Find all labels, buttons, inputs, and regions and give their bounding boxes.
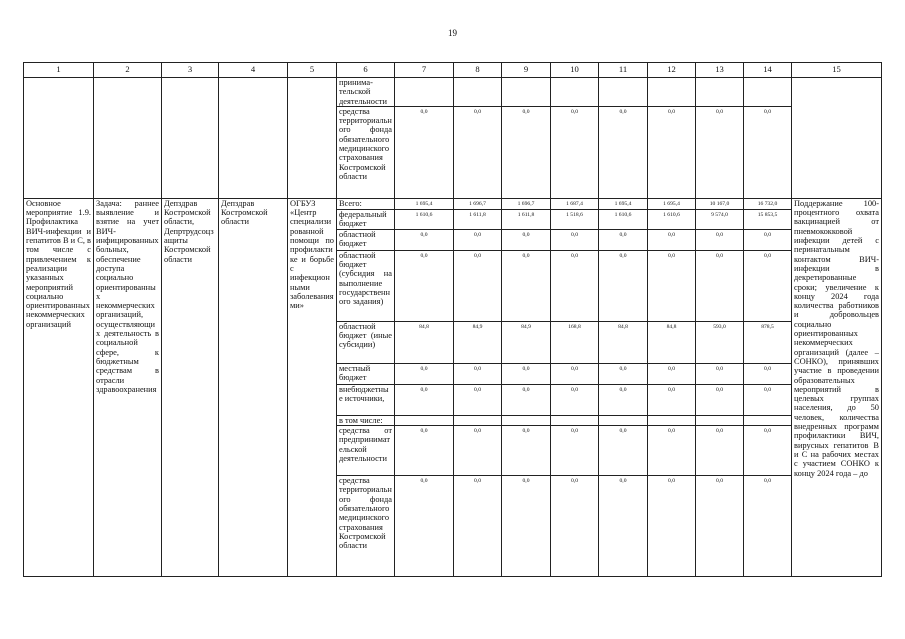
empty-cell [162,78,219,199]
value-cell: 0,0 [395,229,454,250]
value-cell: 1 610,6 [599,209,648,229]
value-cell: 84,8 [648,321,696,363]
value-cell: 84,9 [454,321,502,363]
column-number: 4 [219,63,288,78]
responsible-executor: Депздрав Костромской области, Депртрудсоцзащиты Костромской области [162,198,219,576]
value-cell: 0,0 [551,250,599,321]
value-cell: 0,0 [395,476,454,577]
value-cell: 1 695,4 [395,198,454,209]
column-number: 9 [502,63,551,78]
value-cell: 0,0 [454,250,502,321]
value-cell: 0,0 [696,384,744,415]
value-cell: 0,0 [648,476,696,577]
value-cell: 0,0 [502,106,551,198]
value-cell: 0,0 [551,106,599,198]
value-cell: 1 695,4 [648,198,696,209]
column-number: 15 [792,63,882,78]
value-cell: 0,0 [395,363,454,384]
recipient-organization: ОГБУЗ «Центр специализированной помощи по профилактике и борьбе с инфекционными заболеваниями» [288,198,337,576]
column-number: 11 [599,63,648,78]
value-cell: 0,0 [502,476,551,577]
column-number: 14 [744,63,792,78]
value-cell: 0,0 [551,363,599,384]
funding-source-label: областной бюджет (иные субсидии) [337,321,395,363]
funding-source-label: федеральный бюджет [337,209,395,229]
table-row [24,198,882,209]
value-cell: 0,0 [502,229,551,250]
funding-source-label: Всего: [337,198,395,209]
value-cell: 0,0 [696,426,744,476]
value-cell: 9 574,0 [696,209,744,229]
value-cell: 0,0 [744,250,792,321]
value-cell: 0,0 [744,363,792,384]
value-cell: 84,8 [599,321,648,363]
value-cell: 0,0 [502,250,551,321]
value-cell: 0,0 [551,384,599,415]
value-cell: 0,0 [696,476,744,577]
column-number: 8 [454,63,502,78]
column-number: 12 [648,63,696,78]
value-cell: 0,0 [454,426,502,476]
funding-source-label: средства от предпринимательской деятельности [337,426,395,476]
funding-source-label: в том числе: [337,415,395,425]
value-cell: 1 518,6 [551,209,599,229]
value-cell: 16 732,0 [744,198,792,209]
value-cell: 0,0 [744,384,792,415]
funding-source-label: местный бюджет [337,363,395,384]
value-cell: 1 696,7 [502,198,551,209]
value-cell: 1 610,6 [395,209,454,229]
value-cell: 0,0 [599,476,648,577]
column-number: 10 [551,63,599,78]
empty-cell [24,78,94,199]
value-cell: 0,0 [696,106,744,198]
value-cell: 0,0 [454,384,502,415]
value-cell: 0,0 [599,250,648,321]
value-cell: 0,0 [696,363,744,384]
funding-source-label: внебюджетные источники, [337,384,395,415]
value-cell: 0,0 [648,106,696,198]
value-cell: 0,0 [744,106,792,198]
funding-source-label: областной бюджет [337,229,395,250]
value-cell: 84,9 [502,321,551,363]
activity-task: Задача: раннее выявление и взятие на учет ВИЧ-инфицированных больных, обеспечение доступа социально ориентированных некоммерческих организаций, осуществляющих деятельность в социальной сфере, к бюджетным средствам в отрасли здравоохранения [94,198,162,576]
value-cell: 0,0 [648,229,696,250]
value-cell: 0,0 [395,384,454,415]
table-row [24,78,882,107]
value-cell: 0,0 [696,250,744,321]
value-cell: 0,0 [599,106,648,198]
value-cell: 0,0 [454,363,502,384]
value-cell: 1 695,4 [599,198,648,209]
value-cell: 0,0 [744,229,792,250]
value-cell: 593,0 [696,321,744,363]
value-cell: 10 167,0 [696,198,744,209]
value-cell: 0,0 [502,384,551,415]
funding-source-label: средства территориального фонда обязательного медицинского страхования Костромской области [337,106,395,198]
column-number: 2 [94,63,162,78]
value-cell: 0,0 [454,476,502,577]
column-number: 6 [337,63,395,78]
column-numbers-row [24,63,882,78]
empty-cell [219,78,288,199]
value-cell: 1 687,4 [551,198,599,209]
value-cell: 0,0 [395,426,454,476]
value-cell: 0,0 [551,476,599,577]
value-cell: 168,8 [551,321,599,363]
budget-administrator: Депздрав Костромской области [219,198,288,576]
value-cell: 15 853,5 [744,209,792,229]
value-cell: 0,0 [551,426,599,476]
empty-cell [792,78,882,199]
value-cell: 0,0 [551,229,599,250]
column-number: 3 [162,63,219,78]
funding-source-label: областной бюджет (субсидия на выполнение государственного задания) [337,250,395,321]
value-cell: 0,0 [599,384,648,415]
value-cell: 0,0 [648,384,696,415]
value-cell: 0,0 [696,229,744,250]
value-cell: 0,0 [454,106,502,198]
value-cell: 0,0 [395,106,454,198]
value-cell: 878,5 [744,321,792,363]
value-cell: 0,0 [395,250,454,321]
value-cell: 0,0 [648,363,696,384]
column-number: 5 [288,63,337,78]
expected-result: Поддержание 100-процентного охвата вакцинацией от пневмококковой инфекции детей с перинатальным контактом ВИЧ-инфекции в декретированные сроки; увеличение к концу 2024 года количества работников и добровольцев социально ориентированных некоммерческих организаций (далее – СОНКО), принявших участие в проведении образовательных мероприятий в целевых группах населения, до 50 человек, количества внедренных программ профилактики ВИЧ, вирусных гепатитов В и С на рабочих местах с участием СОНКО к концу 2024 года – до [792,198,882,576]
value-cell: 0,0 [744,476,792,577]
value-cell: 1 610,6 [648,209,696,229]
value-cell: 0,0 [599,426,648,476]
value-cell: 0,0 [648,426,696,476]
column-number: 1 [24,63,94,78]
value-cell: 84,8 [395,321,454,363]
program-table [23,62,882,577]
value-cell: 0,0 [599,229,648,250]
value-cell: 1 696,7 [454,198,502,209]
value-cell: 0,0 [648,250,696,321]
value-cell: 0,0 [502,363,551,384]
value-cell: 0,0 [744,426,792,476]
value-cell: 0,0 [599,363,648,384]
value-cell: 0,0 [502,426,551,476]
activity-name: Основное мероприятие 1.9. Профилактика ВИЧ-инфекции и гепатитов В и С, в том числе с привлечением к реализации указанных мероприятий социально ориентированных некоммерческих организаций [24,198,94,576]
column-number: 7 [395,63,454,78]
column-number: 13 [696,63,744,78]
value-cell: 1 611,8 [502,209,551,229]
funding-source-label: средства территориального фонда обязательного медицинского страхования Костромской области [337,476,395,577]
value-cell: 0,0 [454,229,502,250]
page-number: 19 [448,28,457,38]
empty-cell [94,78,162,199]
funding-source-label: принима-тельской деятельности [337,78,395,107]
value-cell: 1 611,8 [454,209,502,229]
empty-cell [288,78,337,199]
